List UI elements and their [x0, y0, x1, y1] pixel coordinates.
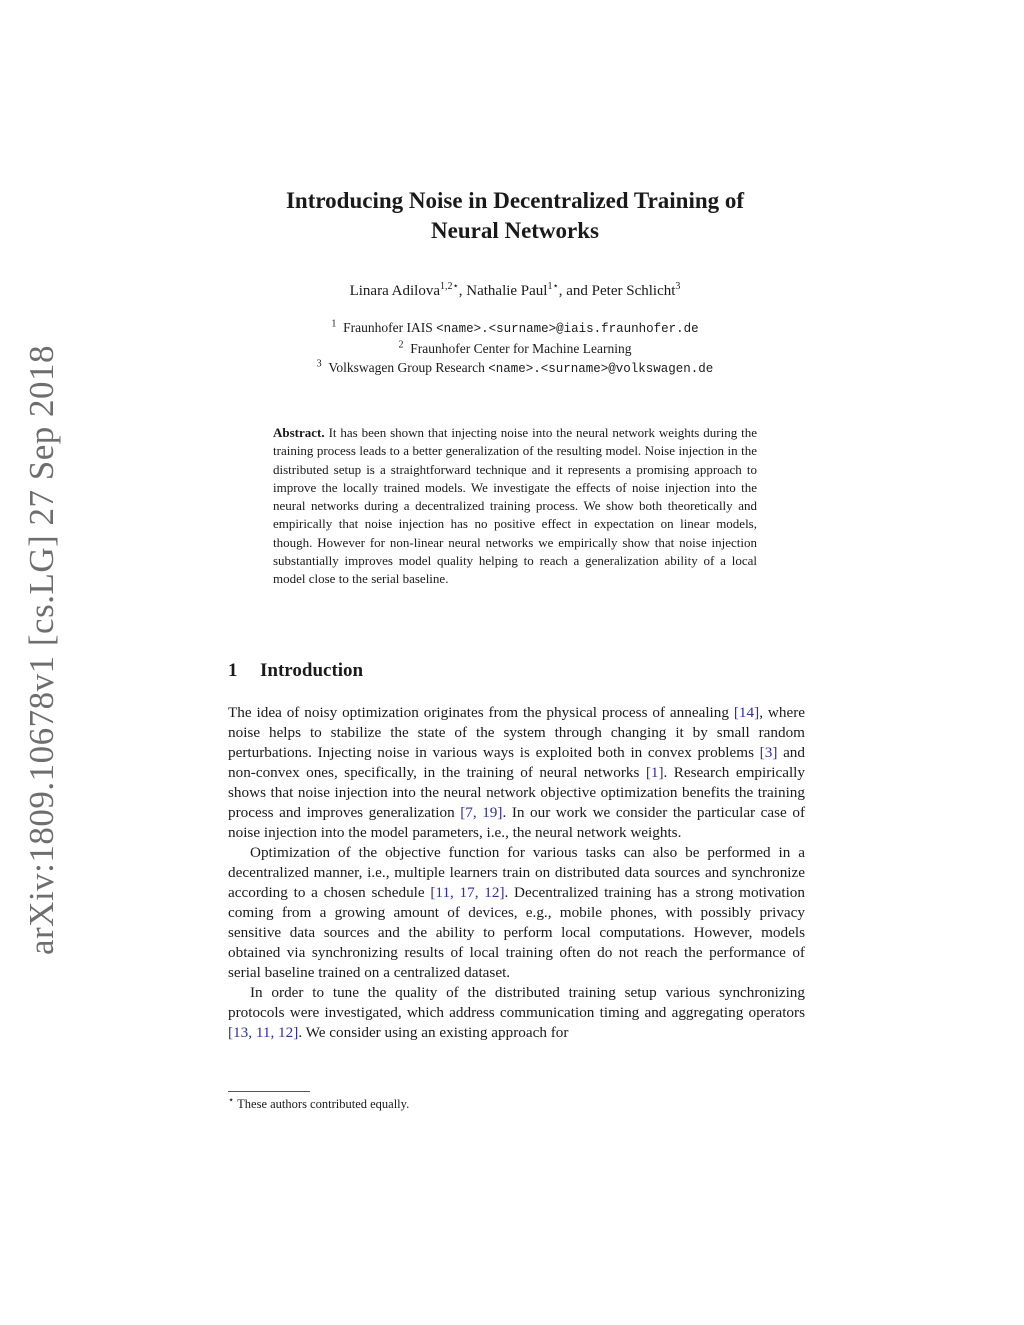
author-2-name: , Nathalie Paul: [458, 283, 548, 299]
affiliation-2: [200, 339, 830, 358]
paragraph-2: [228, 843, 805, 983]
paragraph-text: . Decentralized training has a strong motivation coming from a growing amount of devices, e.g., mobile phones, with possibly privacy sensitive data sources and the ability to perform local computations. However, models obtained via synchronizing results of local training often do not reach the performance of serial baseline trained on a centralized dataset.: [228, 884, 805, 981]
paragraph-text: . In our work we consider the particular case of noise injection into the model parameters, i.e., the neural network weights.: [228, 804, 805, 841]
footnote: [228, 1094, 410, 1112]
section-title: Introduction: [260, 660, 364, 681]
paragraph-text: and non-convex ones, specifically, in the training of neural networks: [228, 744, 805, 781]
arxiv-stamp-text: arXiv:1809.10678v1 [cs.LG] 27 Sep 2018: [22, 344, 62, 956]
author-1-sup: 1,2⋆: [439, 281, 459, 292]
footnote-divider: [228, 1091, 310, 1092]
abstract-text: It has been shown that injecting noise into the neural network weights during the training process leads to a better generalization of the resulting model. Noise injection in the distributed setup is a straightforward technique and it represents a promising approach to improve the locally trained models. We investigate the effects of noise injection into the neural networks during a decentralized training process. We show both theoretically and empirically that noise injection has no positive effect in expectation on linear models, though. However for non-linear neural networks we empirically show that noise injection substantially improves model quality helping to reach a generalization ability of a local model close to the serial baseline.: [273, 425, 758, 587]
affiliation-1-text: Fraunhofer IAIS: [343, 320, 437, 335]
paragraph-1: [228, 703, 805, 843]
affiliation-2-text: Fraunhofer Center for Machine Learning: [410, 341, 632, 356]
paragraph-text: . Research empirically shows that noise injection into the neural network objective optimization benefits the training process and improves generalization: [228, 764, 805, 821]
paragraph-text: . We consider using an existing approach for: [298, 1024, 569, 1041]
paragraph-3: [228, 983, 805, 1043]
paragraph-text: In order to tune the quality of the distributed training setup various synchronizing protocols were investigated, which address communication timing and aggregating operators: [228, 984, 805, 1021]
author-3-sup: 3: [675, 281, 681, 292]
paragraph-text: The idea of noisy optimization originates from the physical process of annealing: [228, 704, 734, 721]
affiliation-3-sup: 3: [316, 358, 322, 370]
section-number: 1: [228, 660, 238, 681]
footnote-text: These authors contributed equally.: [234, 1097, 410, 1111]
citation-link[interactable]: [14]: [733, 704, 760, 721]
title-line-1: Introducing Noise in Decentralized Training of: [285, 188, 745, 213]
citation-link[interactable]: [3]: [759, 744, 778, 761]
abstract-label: Abstract.: [273, 425, 325, 440]
author-1-name: Linara Adilova: [349, 283, 440, 299]
paragraph-text: , where noise helps to stabilize the state of the system through changing it by small random perturbations. Injecting noise in various ways is exploited both in convex problems: [228, 704, 805, 761]
citation-link[interactable]: [7, 19]: [460, 804, 503, 821]
title-line-2: Neural Networks: [431, 218, 599, 243]
author-2-sup: 1⋆: [547, 281, 559, 292]
citation-link[interactable]: [1]: [645, 764, 664, 781]
affiliation-3-text: Volkswagen Group Research: [328, 360, 489, 375]
affiliation-3: [200, 358, 830, 379]
author-3-name: , and Peter Schlicht: [558, 283, 676, 299]
affiliation-1-email: <name>.<surname>@iais.fraunhofer.de: [436, 322, 699, 336]
paper-title: [200, 186, 830, 246]
author-list: [200, 283, 830, 300]
arxiv-identifier-stamp: [12, 344, 72, 956]
affiliation-2-sup: 2: [398, 339, 404, 351]
introduction-body: [228, 703, 805, 1043]
affiliation-3-email: <name>.<surname>@volkswagen.de: [488, 362, 714, 376]
section-heading-introduction: [228, 660, 363, 682]
affiliations: [200, 318, 830, 379]
paragraph-text: Optimization of the objective function for various tasks can also be performed in a decentralized manner, i.e., multiple learners train on distributed data sources and synchronize according to a chosen schedule: [228, 844, 805, 901]
citation-link[interactable]: [13, 11, 12]: [228, 1024, 299, 1041]
affiliation-1-sup: 1: [331, 318, 337, 330]
footnote-mark: ⋆: [228, 1094, 235, 1106]
citation-link[interactable]: [11, 17, 12]: [430, 884, 505, 901]
abstract: [273, 424, 757, 589]
affiliation-1: [200, 318, 830, 339]
